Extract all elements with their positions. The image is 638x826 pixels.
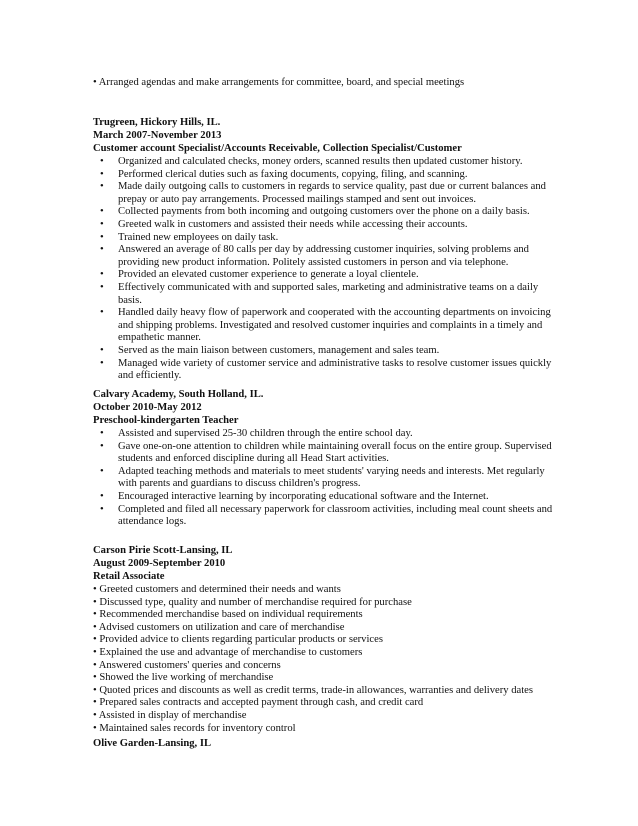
bullet-icon: • — [100, 282, 104, 293]
calvary-title: Preschool-kindergarten Teacher — [93, 415, 239, 426]
bullet-item-text: Trained new employees on daily task. — [118, 231, 279, 243]
bullet-icon: • — [100, 491, 104, 502]
bullet-item-text: providing new product information. Politely assisted customers in person and via telephone. — [118, 256, 509, 268]
bullet-item-text: Provided an elevated customer experience to generate a loyal clientele. — [118, 269, 419, 281]
bullet-item-text: Organized and calculated checks, money orders, scanned results then updated customer history. — [118, 156, 523, 167]
olive-company: Olive Garden-Lansing, IL — [93, 738, 212, 749]
bullet-icon: • — [100, 345, 104, 356]
bullet-item-text: Assisted and supervised 25-30 children through the entire school day. — [118, 428, 413, 439]
bullet-item-text: empathetic manner. — [118, 332, 201, 344]
bullet-item-text: Answered an average of 80 calls per day by addressing customer inquiries, solving problems and — [118, 244, 529, 256]
trugreen-company: Trugreen, Hickory Hills, IL. — [93, 117, 221, 128]
carson-dates: August 2009-September 2010 — [93, 558, 226, 569]
bullet-item-text: Made daily outgoing calls to customers in regards to service quality, past due or current balances and — [118, 181, 546, 193]
list-item: • Assisted in display of merchandise — [93, 710, 247, 721]
bullet-icon: • — [100, 503, 104, 515]
list-item: • Advised customers on utilization and care of merchandise — [93, 621, 345, 633]
bullet-item-text: Greeted walk in customers and assisted their needs while accessing their accounts. — [118, 219, 468, 230]
trugreen-dates: March 2007-November 2013 — [93, 130, 222, 141]
bullet-item-text: basis. — [118, 294, 142, 306]
list-item: • Prepared sales contracts and accepted payment through cash, and credit card — [93, 697, 424, 709]
bullet-icon: • — [100, 244, 104, 256]
bullet-icon: • — [100, 181, 104, 193]
list-item: • Explained the use and advantage of merchandise to customers — [93, 647, 363, 658]
bullet-icon: • — [100, 465, 104, 477]
list-item: • Recommended merchandise based on individual requirements — [93, 609, 363, 621]
bullet-item-text: Adapted teaching methods and materials to meet students' varying needs and interests. Met regularly — [118, 465, 545, 477]
list-item: • Answered customers' queries and concerns — [93, 659, 281, 671]
bullet-item-text: with parents and guardians to discuss children's progress. — [118, 478, 361, 490]
trugreen-title: Customer account Specialist/Accounts Receivable, Collection Specialist/Customer — [93, 143, 462, 154]
bullet-item-text: Managed wide variety of customer service and administrative tasks to resolve customer issues quickly — [118, 357, 552, 369]
list-item: • Greeted customers and determined their needs and wants — [93, 584, 341, 595]
list-item: • Showed the live working of merchandise — [93, 672, 274, 684]
carson-company: Carson Pirie Scott-Lansing, IL — [93, 545, 233, 556]
bullet-item-text: Served as the main liaison between customers, management and sales team. — [118, 345, 440, 356]
bullet-icon: • — [100, 307, 104, 319]
bullet-item-text: Effectively communicated with and supported sales, marketing and administrative teams on a daily — [118, 282, 539, 293]
bullet-item-text: and efficiently. — [118, 370, 182, 382]
bullet-item-text: Performed clerical duties such as faxing documents, copying, filing, and scanning. — [118, 168, 468, 180]
bullet-item-text: students and enforced discipline during all Head Start activities. — [118, 453, 389, 465]
bullet-icon: • — [100, 168, 104, 180]
list-item: • Provided advice to clients regarding particular products or services — [93, 634, 383, 646]
carson-title: Retail Associate — [93, 571, 165, 582]
calvary-dates: October 2010-May 2012 — [93, 402, 202, 413]
bullet-item-text: attendance logs. — [118, 516, 187, 528]
list-item: • Maintained sales records for inventory control — [93, 722, 296, 734]
bullet-item-text: Gave one-on-one attention to children while maintaining overall focus on the entire group. Supervised — [118, 440, 552, 452]
calvary-company: Calvary Academy, South Holland, IL. — [93, 389, 264, 400]
bullet-item-text: Completed and filed all necessary paperwork for classroom activities, including meal count sheets and — [118, 503, 553, 515]
bullet-item-text: Collected payments from both incoming and outgoing customers over the phone on a daily basis. — [118, 206, 530, 218]
bullet-item-text: and shipping problems. Investigated and resolved customer inquiries and complaints in a timely and — [118, 319, 543, 331]
bullet-item-text: Encouraged interactive learning by incorporating educational software and the Internet. — [118, 491, 489, 502]
bullet-icon: • — [100, 206, 104, 218]
bullet-icon: • — [100, 231, 104, 243]
bullet-icon: • — [100, 156, 104, 167]
list-item: • Quoted prices and discounts as well as credit terms, trade-in allowances, warranties and delivery dates — [93, 684, 533, 696]
bullet-icon: • — [100, 357, 104, 369]
bullet-icon: • — [100, 219, 104, 230]
bullet-icon: • — [100, 440, 104, 452]
bullet-icon: • — [100, 269, 104, 281]
list-item: • Discussed type, quality and number of merchandise required for purchase — [93, 596, 412, 608]
bullet-icon: • — [100, 428, 104, 439]
bullet-item-text: Handled daily heavy flow of paperwork and cooperated with the accounting departments on invoicing — [118, 307, 551, 319]
bullet-item-text: prepay or auto pay arrangements. Processed mailings stamped and sent out invoices. — [118, 193, 477, 205]
intro-bullet: • Arranged agendas and make arrangements for committee, board, and special meetings — [93, 77, 465, 88]
